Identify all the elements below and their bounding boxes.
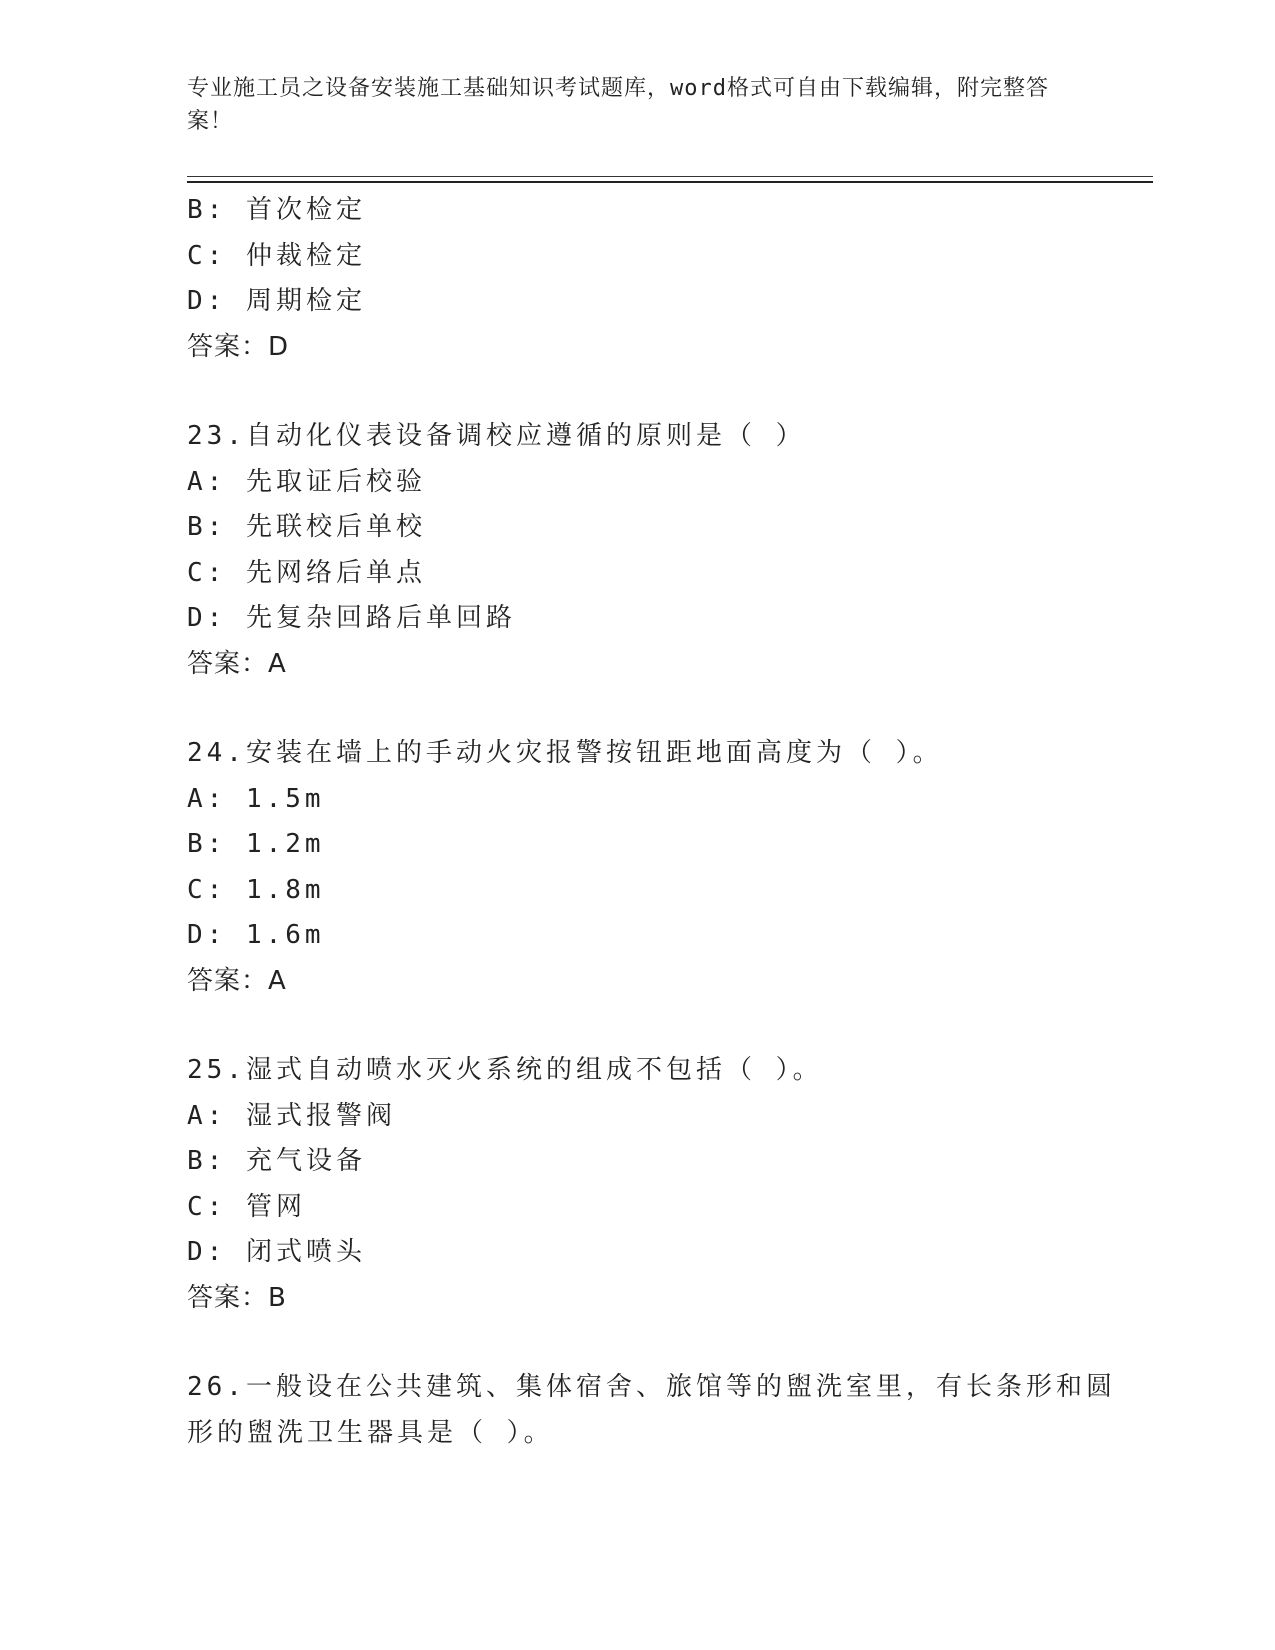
- option-text: 周期检定: [245, 286, 366, 316]
- question-stem: 25.湿式自动喷水灭火系统的组成不包括（ ）。: [187, 1055, 823, 1085]
- option-c: [187, 234, 1127, 280]
- option-label: C:: [187, 557, 227, 588]
- option-label: D:: [187, 603, 227, 633]
- option-label: A:: [187, 783, 227, 814]
- option-a: [187, 777, 1127, 823]
- option-label: B:: [187, 829, 227, 859]
- option-text: 1.8m: [245, 874, 325, 905]
- question-stem-line-2: 形的盥洗卫生器具是（ ）。: [187, 1417, 554, 1448]
- option-label: C:: [187, 1191, 227, 1222]
- question-stem: 24.安装在墙上的手动火灾报警按钮距地面高度为（ ）。: [187, 738, 943, 768]
- option-b: [187, 505, 1127, 551]
- option-text: 先取证后校验: [245, 466, 426, 497]
- option-b: [187, 822, 1127, 868]
- option-label: B:: [187, 512, 227, 542]
- option-label: C:: [187, 240, 227, 271]
- option-label: B:: [187, 1146, 227, 1176]
- question-25: [187, 1048, 1127, 1321]
- option-text: 仲裁检定: [245, 240, 366, 271]
- option-text: 先复杂回路后单回路: [245, 603, 516, 633]
- question-list: [187, 188, 1127, 1456]
- option-b: [187, 1139, 1127, 1185]
- option-d: [187, 596, 1127, 642]
- answer: 答案：B: [187, 1282, 287, 1313]
- option-label: B:: [187, 195, 227, 225]
- answer: 答案：D: [187, 331, 290, 362]
- option-d: [187, 1230, 1127, 1276]
- option-text: 首次检定: [245, 195, 366, 225]
- option-a: [187, 1094, 1127, 1140]
- option-label: D:: [187, 286, 227, 316]
- option-label: D:: [187, 1237, 227, 1267]
- option-text: 充气设备: [245, 1146, 366, 1176]
- option-b: [187, 188, 1127, 234]
- option-a: [187, 460, 1127, 506]
- option-text: 管网: [245, 1191, 306, 1222]
- option-c: [187, 868, 1127, 914]
- option-d: [187, 913, 1127, 959]
- question-stem: 23.自动化仪表设备调校应遵循的原则是（ ）: [187, 421, 806, 451]
- question-stem-line-1: 26.一般设在公共建筑、集体宿舍、旅馆等的盥洗室里，有长条形和圆: [187, 1372, 1116, 1402]
- question-26: [187, 1365, 1127, 1456]
- answer: 答案：A: [187, 965, 287, 996]
- header-rule-thin: [187, 176, 1153, 177]
- header-rule-thick: [187, 181, 1153, 183]
- question-24: [187, 731, 1127, 1004]
- option-text: 1.2m: [245, 829, 325, 859]
- option-label: A:: [187, 466, 227, 497]
- question-22-continued: [187, 188, 1127, 370]
- option-d: [187, 279, 1127, 325]
- option-text: 先联校后单校: [245, 512, 426, 542]
- option-text: 先网络后单点: [245, 557, 426, 588]
- option-label: C:: [187, 874, 227, 905]
- option-text: 1.6m: [245, 920, 325, 950]
- option-c: [187, 551, 1127, 597]
- option-text: 1.5m: [245, 783, 325, 814]
- option-label: A:: [187, 1100, 227, 1131]
- option-text: 闭式喷头: [245, 1237, 366, 1267]
- option-c: [187, 1185, 1127, 1231]
- answer: 答案：A: [187, 648, 287, 679]
- option-label: D:: [187, 920, 227, 950]
- question-23: [187, 414, 1127, 687]
- option-text: 湿式报警阀: [245, 1100, 396, 1131]
- document-header: 专业施工员之设备安装施工基础知识考试题库，word格式可自由下载编辑，附完整答案！: [187, 76, 1049, 134]
